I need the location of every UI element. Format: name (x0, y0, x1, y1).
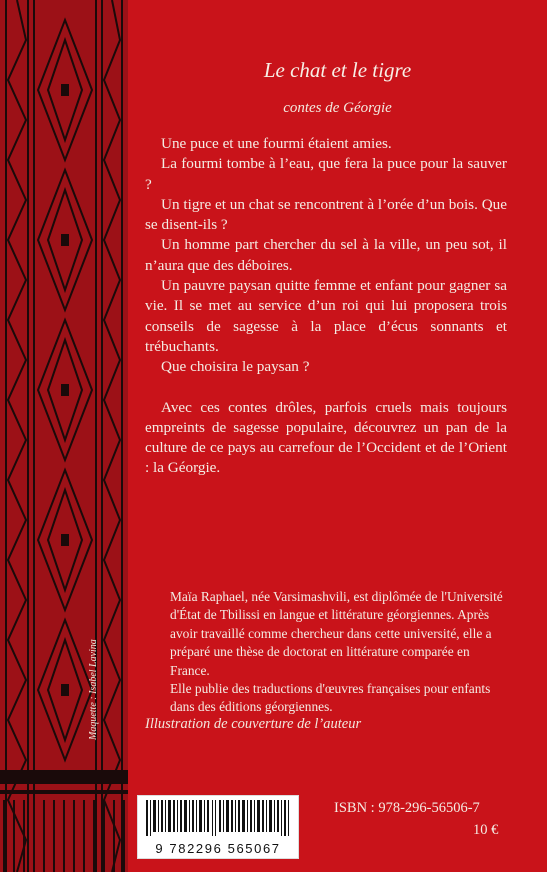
decorative-carpet-pattern (0, 0, 128, 872)
blurb-paragraph: La fourmi tombe à l’eau, que fera la puce pour la sauver ? (145, 155, 507, 193)
bio-paragraph: Elle publie des traductions d'œuvres françaises pour enfants dans des éditions géorgiennes. (170, 681, 491, 715)
illustration-credit: Illustration de couverture de l’auteur (145, 716, 362, 732)
carpet-pattern-icon (0, 0, 128, 872)
blurb-paragraph: Un homme part chercher du sel à la ville, un peu sot, il n’aura que des déboires. (145, 236, 507, 274)
author-bio (170, 588, 506, 717)
barcode (137, 795, 299, 859)
bio-paragraph: Maïa Raphael, née Varsimashvili, est diplômée de l'Université d'État de Tbilissi en langue et littérature géorgiennes. Après avoir travaillé comme chercheur dans cette université, elle a préparé une thèse de doctorat en littérature comparée en France. (170, 589, 503, 678)
isbn-number: ISBN : 978-296-56506-7 (334, 800, 480, 816)
blurb-paragraph: Un pauvre paysan quitte femme et enfant pour gagner sa vie. Il se met au service d’un roi qui lui proposera trois conseils de sagesse à la place d’écus sonnants et trébuchants. (145, 277, 507, 355)
book-subtitle: contes de Géorgie (283, 100, 392, 116)
book-title: Le chat et le tigre (263, 58, 412, 82)
price-label: 10 € (473, 822, 499, 838)
blurb-text (145, 134, 507, 479)
blurb-paragraph: Que choisira le paysan ? (161, 358, 310, 376)
blurb-paragraph: Un tigre et un chat se rencontrent à l’orée d’un bois. Que se disent-ils ? (145, 195, 507, 234)
blurb-paragraph: Une puce et une fourmi étaient amies. (161, 135, 392, 152)
barcode-number: 9 782296 565067 (155, 841, 281, 856)
barcode-icon (146, 800, 290, 836)
design-credit: Maquette : Isabel Lavina (88, 639, 99, 740)
blurb-paragraph: Avec ces contes drôles, parfois cruels mais toujours empreints de sagesse populaire, découvrez un pan de la culture de ce pays au carrefour de l’Occident et de l’Orient : la Géorgie. (145, 398, 507, 477)
